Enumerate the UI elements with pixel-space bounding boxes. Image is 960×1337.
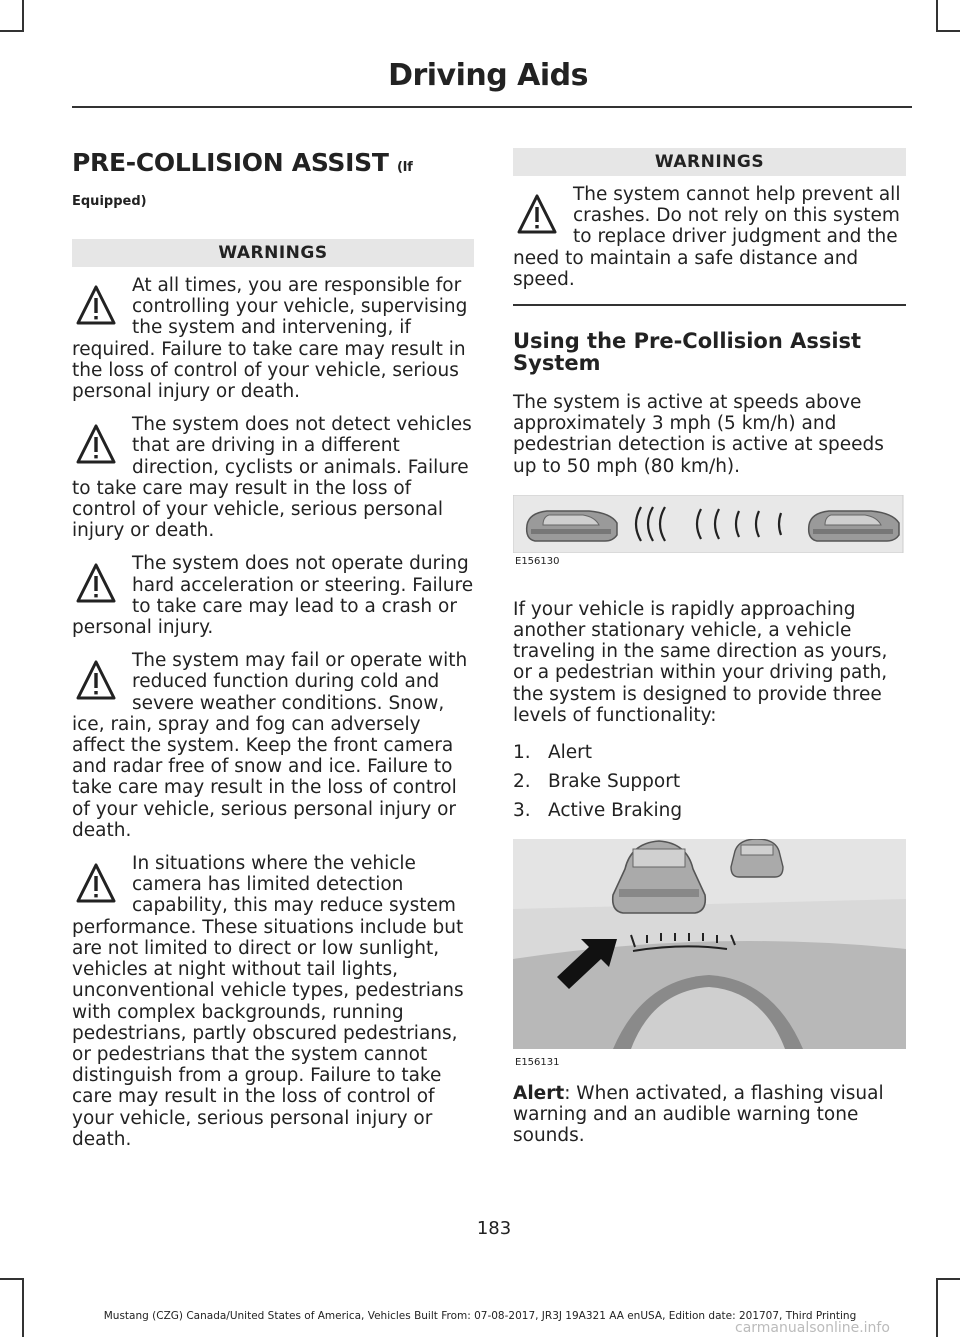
alert-description: : When activated, a flashing visual warning and an audible warning tone sounds.: [513, 1083, 884, 1147]
warning-text: The system may fail or operate with reduced function during cold and severe weather conditions. Snow, ice, rain, spray and fog can adversely affect the system. Keep the front camera and radar free of snow and ice. Failure to take care may result in the loss of control of your vehicle, serious personal injury or death.: [72, 650, 468, 841]
header-divider: [72, 106, 912, 108]
crop-mark: [936, 0, 938, 32]
warning-item: [513, 184, 906, 290]
warning-item: [72, 650, 474, 841]
alert-paragraph: [513, 1083, 906, 1147]
figure-label: E156131: [515, 1057, 560, 1069]
vehicle-icon: [527, 511, 617, 541]
warnings-header: WARNINGS: [513, 148, 906, 176]
warning-text: At all times, you are responsible for controlling your vehicle, supervising the system and intervening, if required. Failure to take care may result in the loss of control of your vehicle, serious personal injury or death.: [72, 275, 468, 403]
watermark: carmanualsonline.info: [735, 1320, 890, 1336]
warning-text: In situations where the vehicle camera has limited detection capability, this may reduce system performance. These situations include but are not limited to direct or low sunlight, vehicles at night without tail lights, unconventional vehicle types, pedestrians with complex backgrounds, running pedestrians, partly obscured pedestrians, or pedestrians that the system cannot distinguish from a group. Failure to take care may result in the loss of control of your vehicle, serious personal injury or death.: [72, 853, 464, 1150]
right-column: [513, 148, 906, 1163]
crop-mark: [938, 1278, 960, 1280]
page-number: 183: [476, 1218, 512, 1239]
section-divider: [513, 304, 906, 306]
warning-text: The system does not detect vehicles that are driving in a different direction, cyclists or animals. Failure to take care may result in the loss of control of your vehicle, serious personal injury or death.: [72, 414, 472, 542]
equipped-note: Equipped): [72, 194, 147, 209]
body-paragraph: The system is active at speeds above approximately 3 mph (5 km/h) and pedestrian detection is active at speeds up to 50 mph (80 km/h).: [513, 392, 884, 477]
list-item: [513, 742, 906, 763]
crop-mark: [0, 1278, 22, 1280]
list-item: [513, 800, 906, 821]
warning-triangle-icon: [74, 859, 118, 907]
warning-item: [72, 853, 474, 1150]
section-title: [72, 148, 474, 178]
list-number: 2.: [513, 771, 531, 793]
crop-mark: [938, 30, 960, 32]
subsection-title: Using the Pre-Collision Assist System: [513, 329, 862, 376]
section-title-suffix: (If: [396, 160, 413, 175]
figure-label: E156130: [515, 555, 560, 567]
warnings-header: WARNINGS: [72, 239, 474, 267]
crop-mark: [936, 1278, 938, 1337]
warning-triangle-icon: [74, 281, 118, 329]
list-text: Brake Support: [548, 771, 681, 793]
section-title-text: PRE-COLLISION ASSIST: [72, 148, 389, 177]
body-paragraph: If your vehicle is rapidly approaching another stationary vehicle, a vehicle traveling in the same direction as yours, or a pedestrian within your driving path, the system is designed to provide three levels of functionality:: [513, 598, 888, 726]
warning-item: [72, 414, 474, 541]
warning-item: [72, 553, 474, 638]
page-footer: Mustang (CZG) Canada/United States of America, Vehicles Built From: 07-08-2017, JR3J 19A321 AA enUSA, Edition date: 201707, Third Printing: [103, 1310, 857, 1322]
warning-triangle-icon: [74, 559, 118, 607]
list-number: 1.: [513, 742, 531, 764]
functionality-list: [513, 742, 906, 821]
warning-text: The system cannot help prevent all crashes. Do not rely on this system to replace driver judgment and the need to maintain a safe distance and speed.: [513, 184, 901, 290]
list-text: Active Braking: [548, 800, 683, 822]
left-column: [72, 140, 474, 1162]
list-number: 3.: [513, 800, 531, 822]
figure-windshield-alert: [513, 839, 906, 1069]
crop-mark: [22, 0, 24, 32]
radar-illustration: [513, 495, 906, 553]
warning-triangle-icon: [515, 190, 559, 238]
warning-triangle-icon: [74, 656, 118, 704]
alert-term: Alert: [513, 1083, 565, 1105]
crop-mark: [0, 30, 22, 32]
windshield-illustration: [513, 839, 906, 1055]
list-item: [513, 771, 906, 792]
crop-mark: [22, 1278, 24, 1337]
figure-radar-waves: [513, 495, 906, 565]
list-text: Alert: [548, 742, 593, 764]
vehicle-icon: [731, 839, 783, 877]
warning-triangle-icon: [74, 420, 118, 468]
page-header-title: Driving Aids: [388, 58, 588, 93]
warning-item: [72, 275, 474, 402]
warning-text: The system does not operate during hard acceleration or steering. Failure to take care may lead to a crash or personal injury.: [72, 553, 474, 639]
vehicle-icon: [809, 511, 899, 541]
